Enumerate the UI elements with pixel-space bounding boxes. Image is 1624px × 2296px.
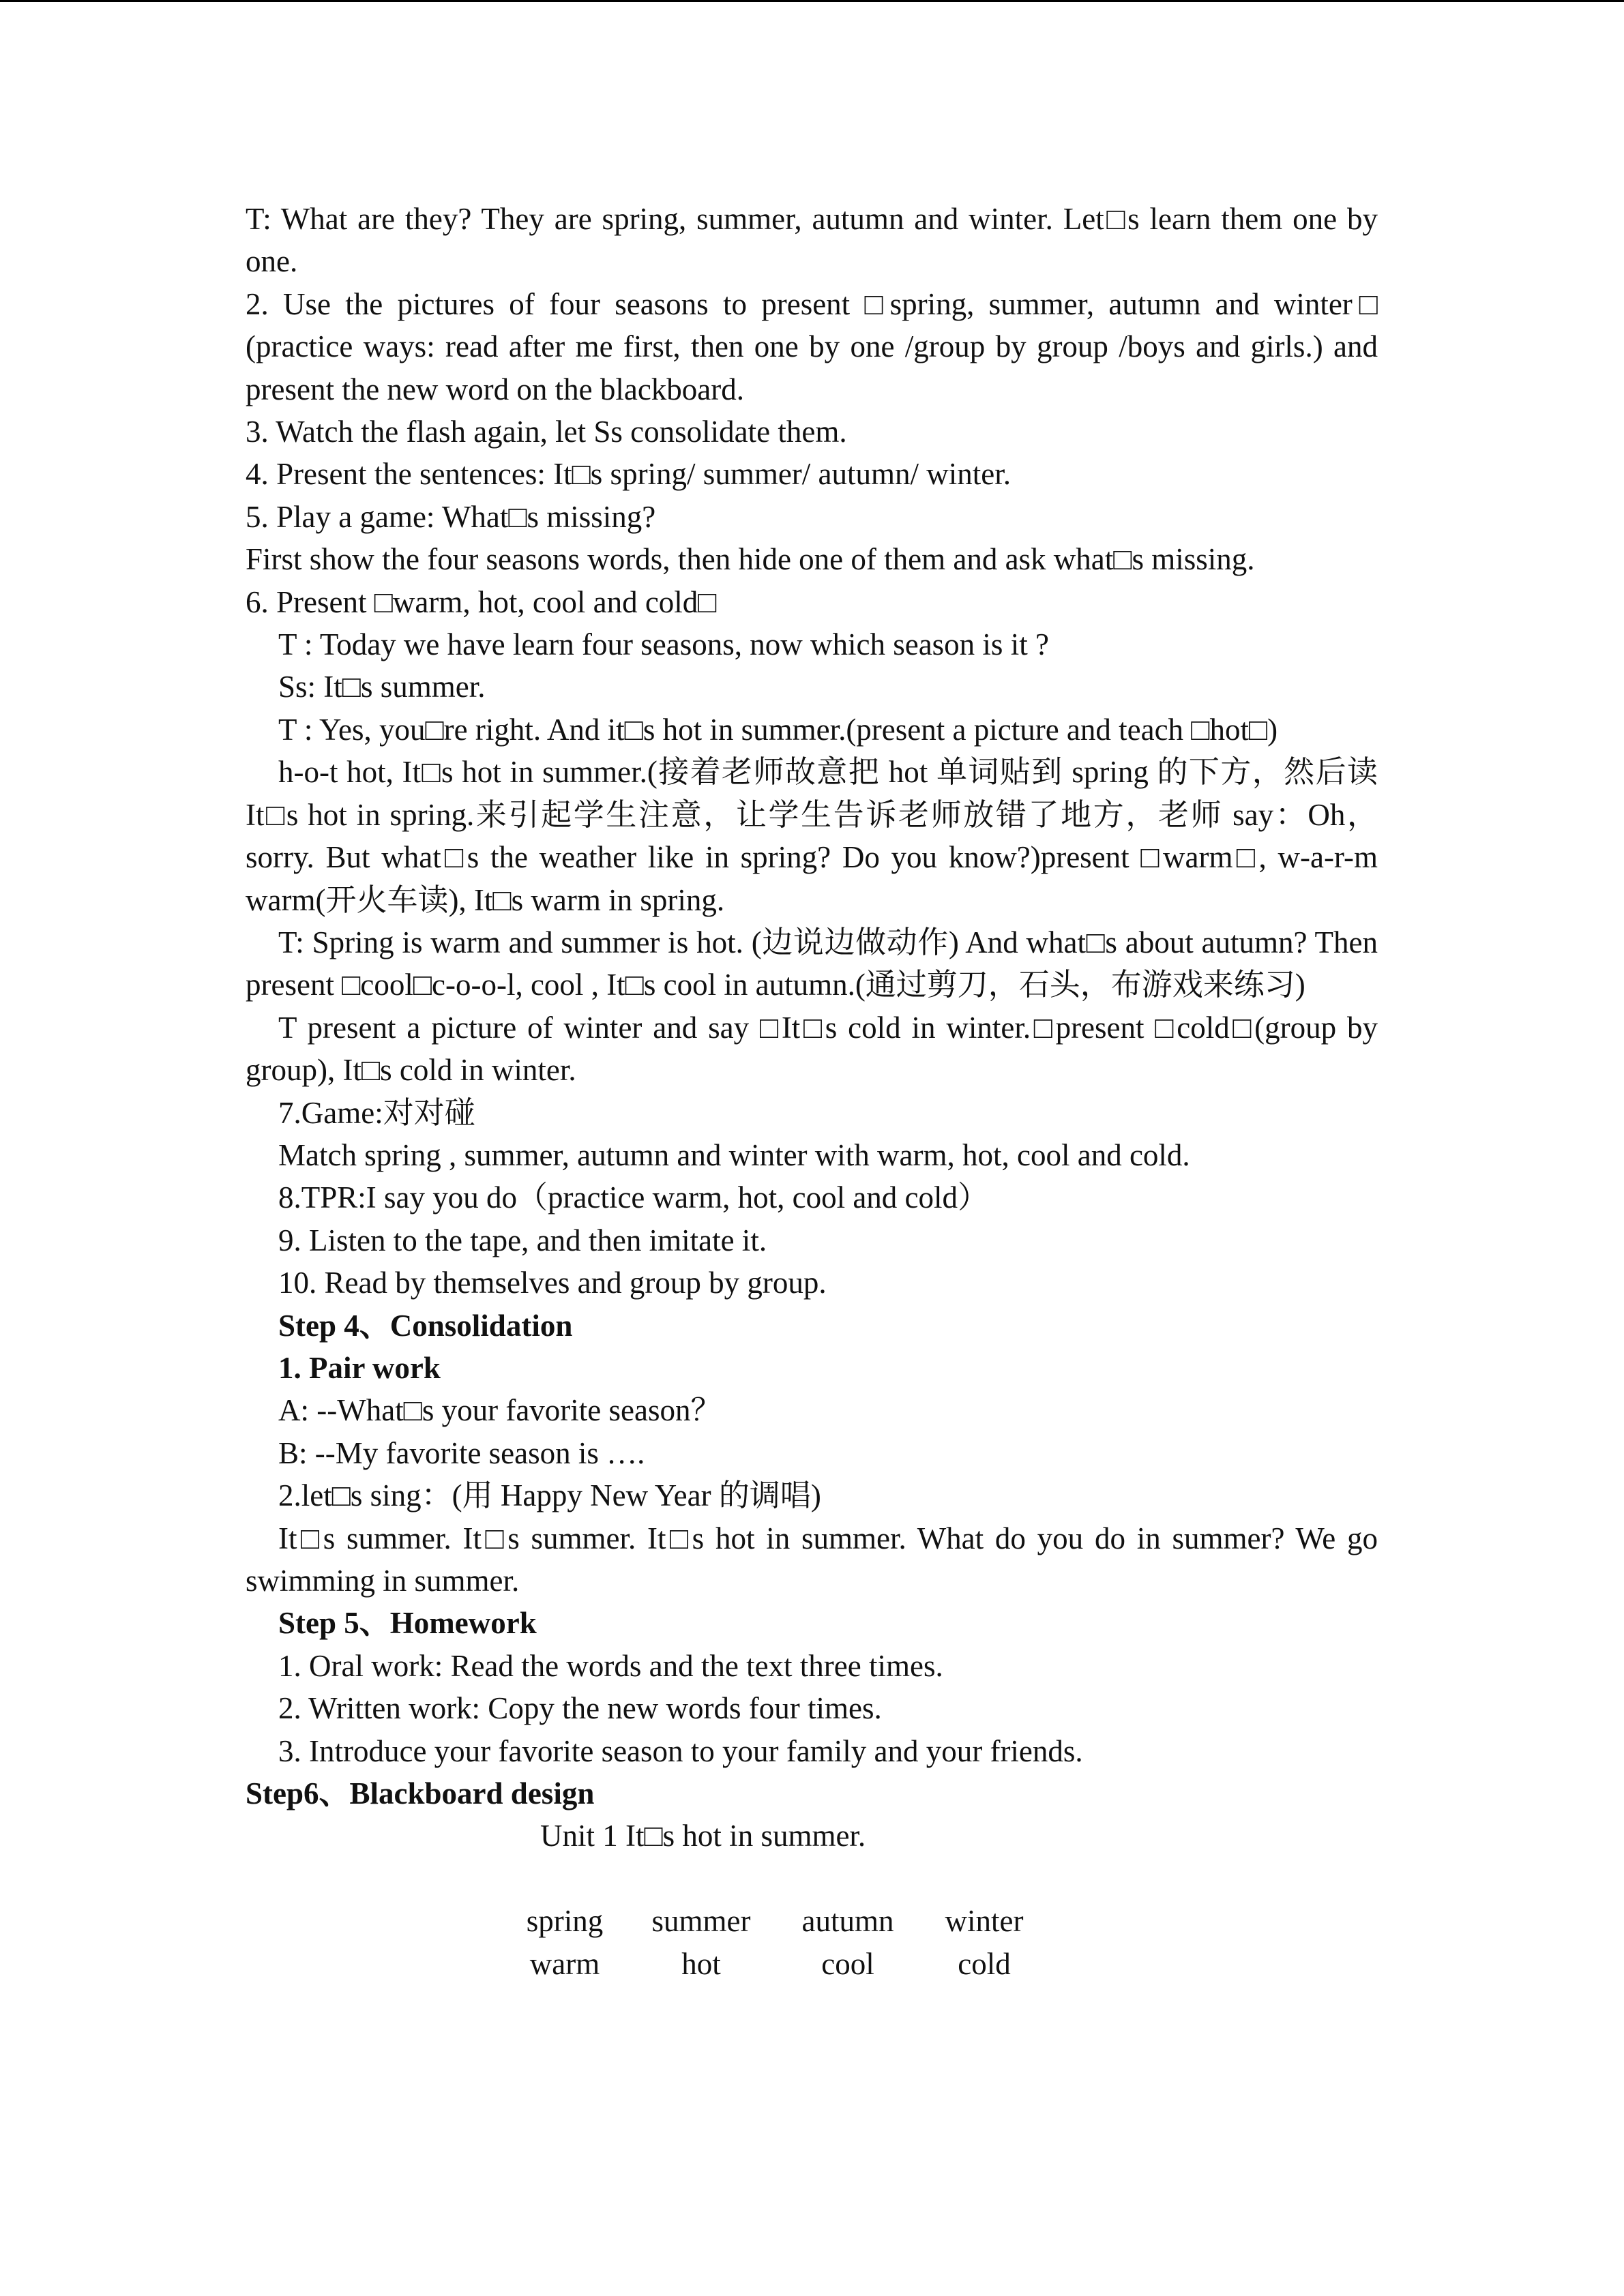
season-word: winter — [945, 1904, 1024, 1939]
dialogue-teacher-2: T : Yes, you□re right. And it□s hot in summer.(present a picture and teach □hot□) — [278, 712, 1278, 747]
paragraph-step-3: 3. Watch the flash again, let Ss consolidate them. — [246, 415, 847, 449]
blackboard-seasons-row — [507, 1900, 1052, 1942]
blackboard-design — [246, 1815, 1378, 1985]
weather-word: cold — [958, 1946, 1011, 1981]
paragraph-cool: T: Spring is warm and summer is hot. (边说边做动作) And what□s about autumn? Then present □cool□c-o-o-l, cool , It□s cool in autumn.(通过剪刀，石头，布游戏来练习) — [246, 925, 1378, 1002]
blackboard-weather-row — [507, 1943, 1052, 1985]
season-word: autumn — [801, 1904, 894, 1939]
heading-pair-work: 1. Pair work — [278, 1350, 441, 1385]
dialogue-teacher-1: T : Today we have learn four seasons, now which season is it ? — [278, 627, 1049, 662]
dialogue-students-1: Ss: It□s summer. — [278, 670, 486, 704]
paragraph-match: Match spring , summer, autumn and winter with warm, hot, cool and cold. — [278, 1137, 1190, 1172]
paragraph-hot-warm: h-o-t hot, It□s hot in summer.(接着老师故意把 hot 单词贴到 spring 的下方，然后读 It□s hot in spring.来引起学生注意，让学生告诉老师放错了地方，老师 say：Oh，sorry. But what□s the weather like in spring? Do you know?)present □warm□, w-a-r-m warm(开火车读), It□s warm in spring. — [246, 755, 1378, 917]
heading-step-6: Step6、Blackboard design — [246, 1776, 595, 1811]
dialogue-b: B: --My favorite season is …. — [278, 1435, 645, 1470]
weather-word: cool — [821, 1946, 874, 1981]
paragraph-step-10: 10. Read by themselves and group by group. — [278, 1266, 827, 1300]
paragraph-game-description: First show the four seasons words, then hide one of them and ask what□s missing. — [246, 542, 1255, 577]
blackboard-table — [507, 1900, 1052, 1985]
season-word: summer — [651, 1904, 751, 1939]
homework-item-3: 3. Introduce your favorite season to your family and your friends. — [278, 1733, 1083, 1768]
homework-item-1: 1. Oral work: Read the words and the text three times. — [278, 1648, 943, 1683]
paragraph-step-9: 9. Listen to the tape, and then imitate it. — [278, 1223, 767, 1257]
blackboard-title: Unit 1 It□s hot in summer. — [540, 1819, 866, 1853]
blackboard-spacer — [246, 1858, 1378, 1900]
season-word: spring — [526, 1904, 604, 1939]
paragraph-cold: T present a picture of winter and say □It□s cold in winter.□present □cold□(group by group), It□s cold in winter. — [246, 1010, 1378, 1088]
document-page — [246, 198, 1378, 1985]
paragraph-step-8: 8.TPR:I say you do（practice warm, hot, cool and cold） — [278, 1180, 989, 1215]
paragraph-step-5: 5. Play a game: What□s missing? — [246, 499, 656, 534]
weather-word: warm — [529, 1946, 600, 1981]
paragraph-intro: T: What are they? They are spring, summer, autumn and winter. Let□s learn them one by one. — [246, 202, 1378, 279]
paragraph-step-6: 6. Present □warm, hot, cool and cold□ — [246, 584, 717, 619]
heading-step-5: Step 5、Homework — [278, 1606, 537, 1641]
paragraph-sing: 2.let□s sing：(用 Happy New Year 的调唱) — [278, 1478, 821, 1513]
heading-step-4: Step 4、Consolidation — [278, 1308, 573, 1343]
homework-item-2: 2. Written work: Copy the new words four times. — [278, 1691, 882, 1726]
paragraph-step-7: 7.Game:对对碰 — [278, 1095, 475, 1130]
weather-word: hot — [681, 1946, 721, 1981]
top-border-line — [0, 0, 1624, 2]
paragraph-step-2: 2. Use the pictures of four seasons to present □spring, summer, autumn and winter□ (practice ways: read after me first, then one by one /group by group /boys and girls.) and present the new word on the blackboard. — [246, 286, 1378, 406]
paragraph-step-4: 4. Present the sentences: It□s spring/ summer/ autumn/ winter. — [246, 457, 1011, 492]
dialogue-a: A: --What□s your favorite season？ — [278, 1393, 722, 1428]
song-lyrics: It□s summer. It□s summer. It□s hot in summer. What do you do in summer? We go swimming in summer. — [246, 1521, 1378, 1598]
